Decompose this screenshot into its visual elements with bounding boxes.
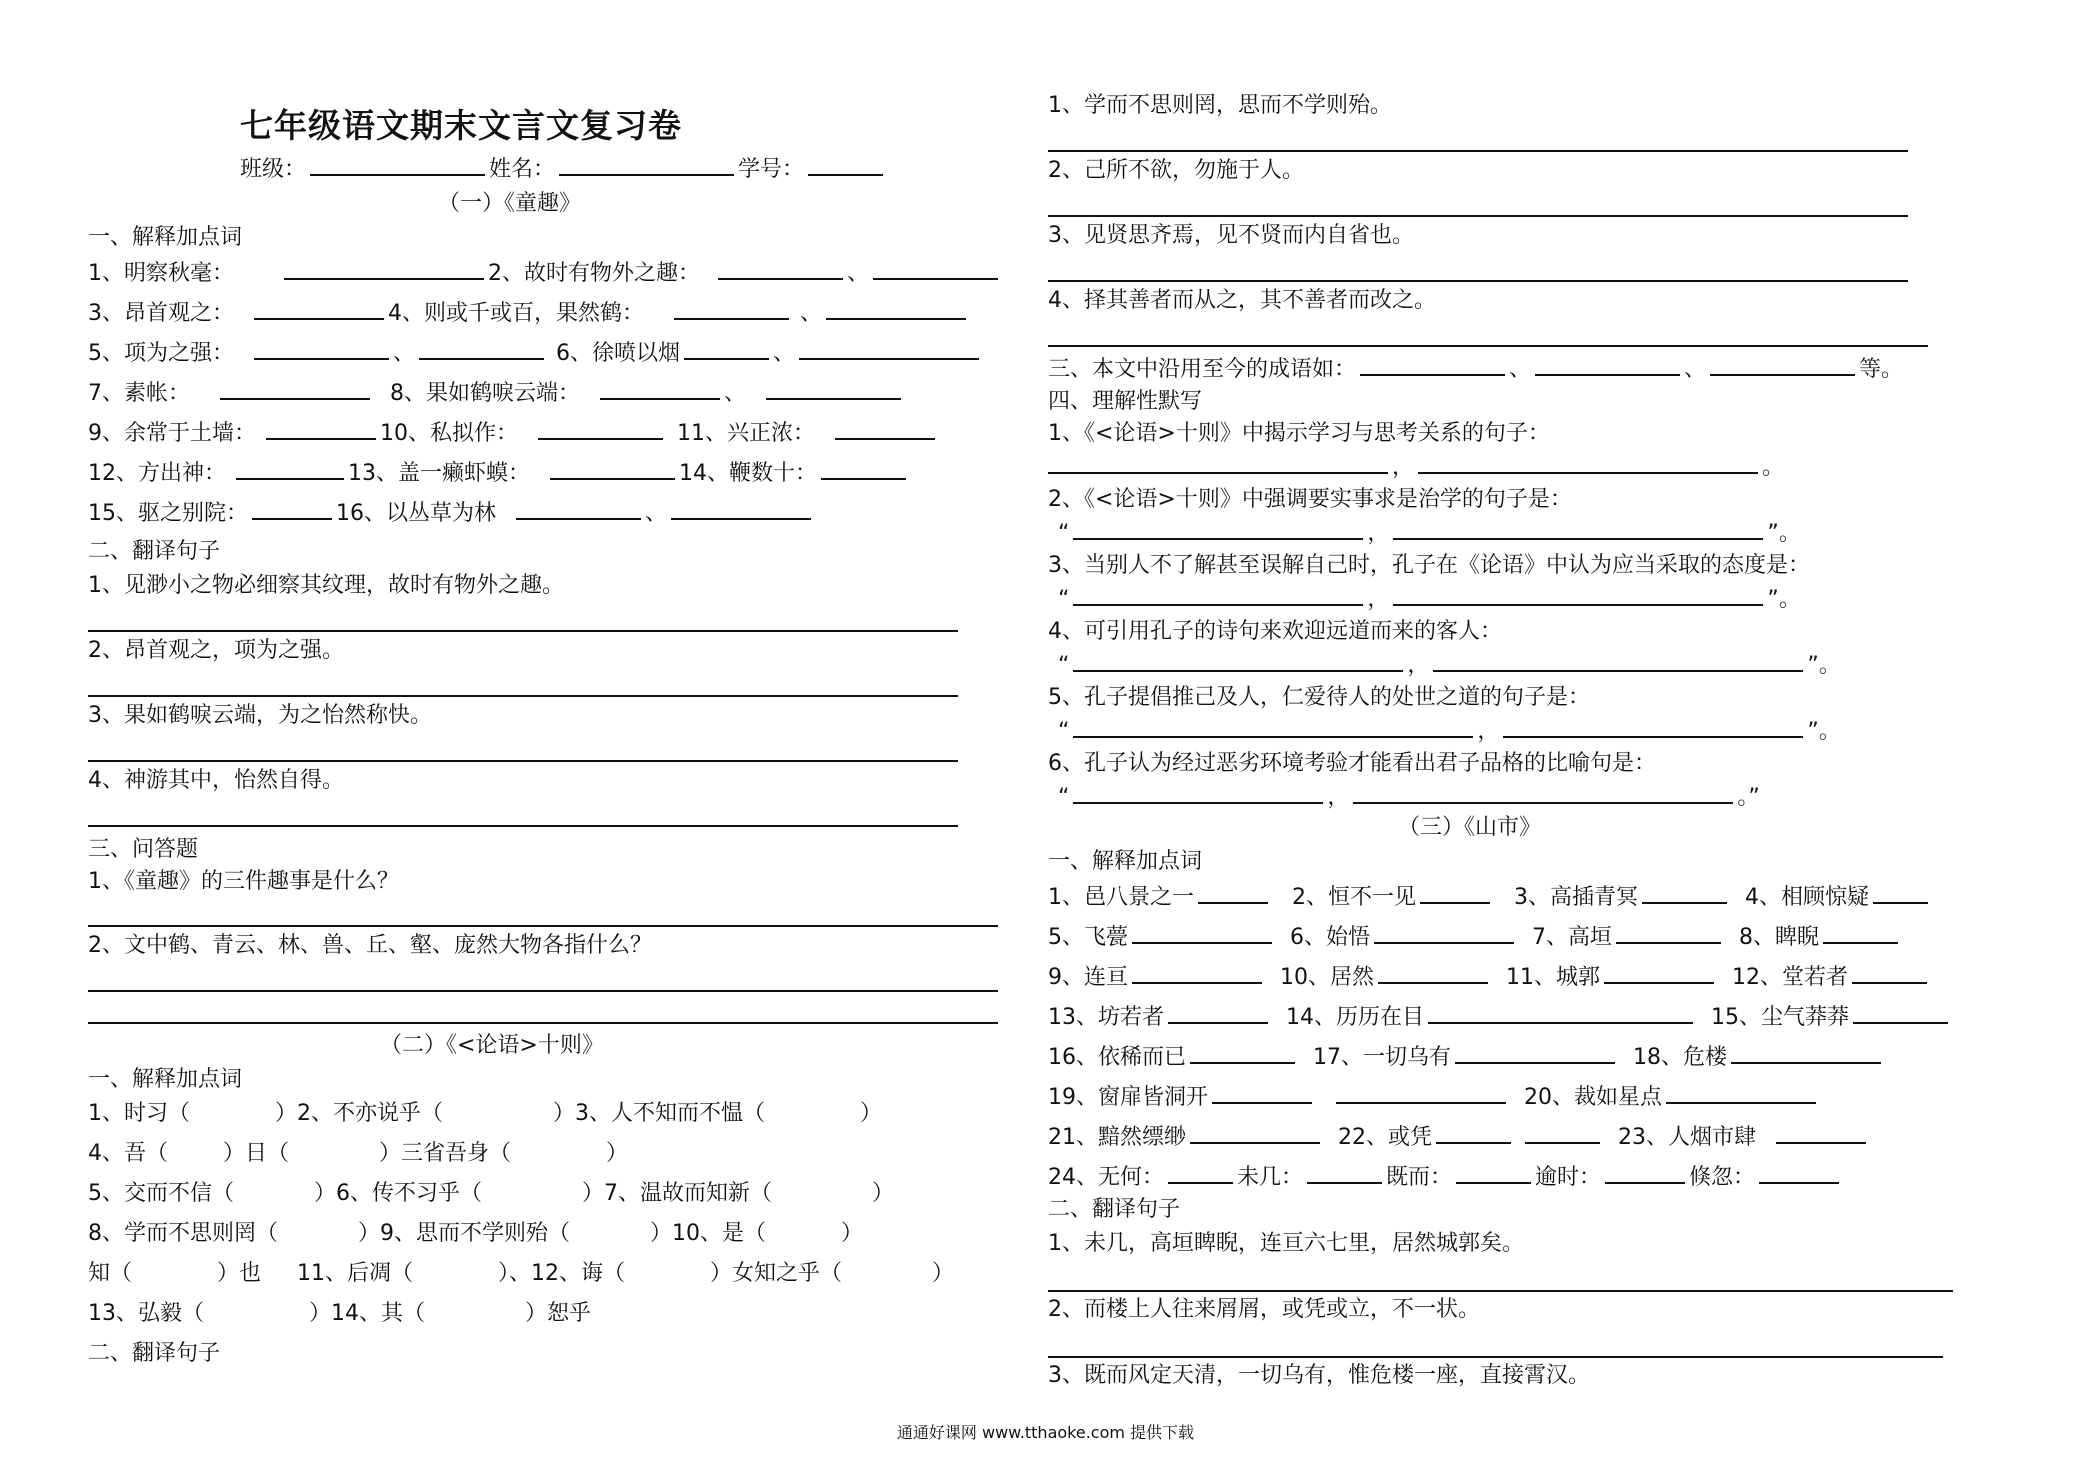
s3-part2-heading: 二、翻译句子 xyxy=(1048,1197,1181,1222)
recite-answer-row xyxy=(1048,648,1841,680)
answer-line[interactable] xyxy=(88,825,958,827)
vocab-item: 14、历历在目 xyxy=(1286,1005,1424,1030)
answer-blank[interactable] xyxy=(550,456,675,480)
answer-blank[interactable] xyxy=(684,336,769,360)
class-blank[interactable] xyxy=(310,152,485,176)
answer-blank[interactable] xyxy=(1873,880,1928,904)
punct: “ xyxy=(1058,587,1070,612)
vocab-item: ）9、思而不学则殆（ xyxy=(358,1221,570,1246)
answer-blank[interactable] xyxy=(254,336,389,360)
answer-blank[interactable] xyxy=(1642,880,1727,904)
translate-item: 3、见贤思齐焉，见不贤而内自省也。 xyxy=(1048,223,1414,248)
vocab-item: 23、人烟市肆 xyxy=(1618,1125,1756,1150)
vocab-item: ）三省吾身（ xyxy=(379,1141,512,1166)
answer-line[interactable] xyxy=(88,630,958,632)
vocab-item: 1、时习（ xyxy=(88,1101,190,1126)
answer-line[interactable] xyxy=(88,760,958,762)
s2-part4-heading: 四、理解性默写 xyxy=(1048,389,1203,414)
vocab-item: ）7、温故而知新（ xyxy=(582,1181,772,1206)
answer-line[interactable] xyxy=(1048,280,1908,282)
recite-question: 5、孔子提倡推己及人，仁爱待人的处世之道的句子是： xyxy=(1048,685,1590,710)
vocab-item: 12、方出神： xyxy=(88,461,226,486)
vocab-row xyxy=(88,1218,863,1250)
answer-blank[interactable] xyxy=(1073,714,1473,738)
vocab-item: 知（ xyxy=(88,1261,133,1286)
punct: ”。 xyxy=(1807,653,1841,678)
punct: 。 xyxy=(1762,455,1785,480)
answer-blank[interactable] xyxy=(1852,960,1927,984)
answer-blank[interactable] xyxy=(766,376,901,400)
vocab-item: 7、素帐： xyxy=(88,381,190,406)
vocab-item: 10、私拟作： xyxy=(380,421,518,446)
vocab-item: 既而： xyxy=(1386,1165,1453,1190)
answer-blank[interactable] xyxy=(671,496,811,520)
punct: ， xyxy=(1392,455,1415,480)
answer-blank[interactable] xyxy=(1616,920,1721,944)
answer-blank[interactable] xyxy=(1132,960,1262,984)
separator: 、 xyxy=(1684,357,1707,382)
vocab-item: 4、吾（ xyxy=(88,1141,168,1166)
punct: “ xyxy=(1058,785,1070,810)
recite-answer-row xyxy=(1048,450,1784,482)
vocab-item: 15、尘气莽莽 xyxy=(1711,1005,1849,1030)
vocab-row xyxy=(88,456,910,488)
section-title-lunyu: （二）《<论语>十则》 xyxy=(380,1033,604,1058)
vocab-item: ） xyxy=(606,1141,629,1166)
answer-line[interactable] xyxy=(1048,1356,1943,1358)
recite-answer-row xyxy=(1048,582,1801,614)
vocab-row xyxy=(1048,1040,1885,1072)
answer-blank[interactable] xyxy=(674,296,789,320)
separator: 、 xyxy=(1509,357,1532,382)
answer-blank[interactable] xyxy=(1336,1080,1506,1104)
name-label: 姓名： xyxy=(489,157,556,182)
answer-blank[interactable] xyxy=(1455,1040,1615,1064)
translate-item: 3、既而风定天清，一切乌有，惟危楼一座，直接霄汉。 xyxy=(1048,1363,1590,1388)
recite-question: 6、孔子认为经过恶劣环境考验才能看出君子品格的比喻句是： xyxy=(1048,751,1656,776)
recite-answer-row xyxy=(1048,714,1841,746)
answer-line[interactable] xyxy=(88,695,958,697)
answer-blank[interactable] xyxy=(1503,714,1803,738)
punct: ， xyxy=(1327,785,1350,810)
answer-line[interactable] xyxy=(1048,150,1908,152)
vocab-item: ） xyxy=(872,1181,895,1206)
answer-blank[interactable] xyxy=(1823,920,1898,944)
answer-blank[interactable] xyxy=(1433,648,1803,672)
answer-blank[interactable] xyxy=(252,496,332,520)
translate-item: 3、果如鹤唳云端，为之怡然称快。 xyxy=(88,703,432,728)
vocab-item: 11、后凋（ xyxy=(297,1261,414,1286)
answer-blank[interactable] xyxy=(1759,1160,1839,1184)
translate-item: 2、而楼上人往来屑屑，或凭或立，不一状。 xyxy=(1048,1297,1480,1322)
vocab-row xyxy=(88,1298,591,1330)
answer-blank[interactable] xyxy=(1073,516,1363,540)
s1-part3-heading: 三、问答题 xyxy=(88,837,199,862)
answer-blank[interactable] xyxy=(1168,1000,1268,1024)
vocab-item: 13、坊若者 xyxy=(1048,1005,1164,1030)
question-item: 2、文中鹤、青云、林、兽、丘、壑、庞然大物各指什么？ xyxy=(88,933,652,958)
translate-item: 2、己所不欲，勿施于人。 xyxy=(1048,158,1304,183)
answer-blank[interactable] xyxy=(1048,450,1388,474)
vocab-item: 3、高插青冥 xyxy=(1514,885,1638,910)
vocab-item: 3、昂首观之： xyxy=(88,301,234,326)
answer-blank[interactable] xyxy=(835,416,935,440)
idiom-row xyxy=(1048,352,1903,384)
answer-blank[interactable] xyxy=(799,336,979,360)
recite-question: 3、当别人不了解甚至误解自己时，孔子在《论语》中认为应当采取的态度是： xyxy=(1048,553,1810,578)
translate-item: 4、神游其中，怡然自得。 xyxy=(88,768,344,793)
answer-blank[interactable] xyxy=(1307,1160,1382,1184)
answer-blank[interactable] xyxy=(1393,516,1763,540)
vocab-item: ）女知之乎（ xyxy=(710,1261,843,1286)
vocab-row: 7、素帐： 8、果如鹤唳云端： 、 xyxy=(88,376,905,408)
vocab-item: 21、黯然缥缈 xyxy=(1048,1125,1186,1150)
answer-blank[interactable] xyxy=(1535,352,1680,376)
vocab-item: 8、果如鹤唳云端： xyxy=(390,381,580,406)
vocab-row xyxy=(88,1138,628,1170)
answer-blank[interactable] xyxy=(1212,1080,1312,1104)
vocab-item: 13、弘毅（ xyxy=(88,1301,204,1326)
answer-blank[interactable] xyxy=(1198,880,1268,904)
name-blank[interactable] xyxy=(559,152,734,176)
answer-blank[interactable] xyxy=(1666,1080,1816,1104)
vocab-item: 19、窗扉皆洞开 xyxy=(1048,1085,1208,1110)
answer-line[interactable] xyxy=(1048,215,1908,217)
vocab-item: 5、项为之强： xyxy=(88,341,234,366)
vocab-item: ）、12、诲（ xyxy=(498,1261,626,1286)
answer-blank[interactable] xyxy=(284,256,484,280)
vocab-item: 10、居然 xyxy=(1280,965,1374,990)
question-item: 1、《童趣》的三件趣事是什么？ xyxy=(88,869,399,894)
vocab-item: 6、始悟 xyxy=(1290,925,1370,950)
answer-line[interactable] xyxy=(1048,345,1928,347)
vocab-item: 17、一切乌有 xyxy=(1313,1045,1451,1070)
answer-blank[interactable] xyxy=(1605,1160,1685,1184)
answer-line[interactable] xyxy=(88,925,998,927)
answer-blank[interactable] xyxy=(1132,920,1272,944)
separator: 等。 xyxy=(1859,357,1904,382)
vocab-row xyxy=(1048,880,1932,912)
vocab-item: 9、连亘 xyxy=(1048,965,1128,990)
vocab-item: 1、邑八景之一 xyxy=(1048,885,1194,910)
vocab-item: 4、则或千或百，果然鹤： xyxy=(388,301,644,326)
vocab-item: 倏忽： xyxy=(1689,1165,1756,1190)
answer-blank[interactable] xyxy=(1073,648,1403,672)
vocab-item: ） xyxy=(932,1261,955,1286)
answer-blank[interactable] xyxy=(1853,1000,1948,1024)
vocab-item: ）14、其（ xyxy=(309,1301,425,1326)
student-id-label: 学号： xyxy=(738,157,805,182)
vocab-row xyxy=(88,416,939,448)
vocab-item: 未几： xyxy=(1237,1165,1304,1190)
answer-blank[interactable] xyxy=(1604,960,1714,984)
s1-part2-heading: 二、翻译句子 xyxy=(88,539,221,564)
punct: ， xyxy=(1367,587,1390,612)
recite-question: 4、可引用孔子的诗句来欢迎远道而来的客人： xyxy=(1048,619,1502,644)
punct: “ xyxy=(1058,653,1070,678)
recite-question: 2、《<论语>十则》中强调要实事求是治学的句子是： xyxy=(1048,487,1572,512)
answer-blank[interactable] xyxy=(718,256,843,280)
translate-item: 4、择其善者而从之，其不善者而改之。 xyxy=(1048,288,1436,313)
vocab-item: ）恕乎 xyxy=(525,1301,592,1326)
vocab-item: 15、驱之别院： xyxy=(88,501,248,526)
vocab-row xyxy=(1048,1160,1843,1192)
punct: ”。 xyxy=(1767,587,1801,612)
answer-blank[interactable] xyxy=(1420,880,1490,904)
vocab-item: 1、明察秋毫： xyxy=(88,261,234,286)
answer-blank[interactable] xyxy=(236,456,344,480)
answer-blank[interactable] xyxy=(254,296,384,320)
answer-blank[interactable] xyxy=(826,296,966,320)
idiom-label: 三、本文中沿用至今的成语如： xyxy=(1048,357,1357,382)
answer-blank[interactable] xyxy=(1073,582,1363,606)
punct: ”。 xyxy=(1807,719,1841,744)
answer-blank[interactable] xyxy=(1378,960,1488,984)
vocab-item: ）10、是（ xyxy=(650,1221,766,1246)
vocab-item: 14、鞭数十： xyxy=(679,461,817,486)
translate-item: 2、昂首观之，项为之强。 xyxy=(88,638,344,663)
vocab-row: 5、项为之强： 、 6、徐喷以烟 、 xyxy=(88,336,983,368)
punct: ， xyxy=(1407,653,1430,678)
vocab-item: ） xyxy=(860,1101,883,1126)
vocab-item: 11、城郭 xyxy=(1506,965,1600,990)
vocab-row xyxy=(1048,1080,1820,1112)
vocab-item: 8、睥睨 xyxy=(1739,925,1819,950)
vocab-item: 逾时： xyxy=(1535,1165,1602,1190)
vocab-row xyxy=(1048,920,1902,952)
recite-question: 1、《<论语>十则》中揭示学习与思考关系的句子： xyxy=(1048,421,1550,446)
answer-line[interactable] xyxy=(88,990,998,992)
vocab-row xyxy=(88,1258,954,1290)
s2-part2-heading: 二、翻译句子 xyxy=(88,1341,221,1366)
punct: ， xyxy=(1367,521,1390,546)
vocab-item: ）2、不亦说乎（ xyxy=(275,1101,443,1126)
student-info-row xyxy=(240,152,887,184)
s3-part1-heading: 一、解释加点词 xyxy=(1048,849,1203,874)
vocab-item: 8、学而不思则罔（ xyxy=(88,1221,278,1246)
recite-answer-row xyxy=(1048,780,1760,812)
punct: “ xyxy=(1058,521,1070,546)
translate-item: 1、学而不思则罔，思而不学则殆。 xyxy=(1048,93,1392,118)
translate-item: 1、见渺小之物必细察其纹理，故时有物外之趣。 xyxy=(88,573,564,598)
answer-blank[interactable] xyxy=(419,336,544,360)
vocab-row: 15、驱之别院： 16、以丛草为林 、 xyxy=(88,496,815,528)
section-title-tongqu: （一）《童趣》 xyxy=(438,191,582,216)
answer-blank[interactable] xyxy=(1436,1120,1511,1144)
vocab-item: 7、高垣 xyxy=(1532,925,1612,950)
vocab-item: 5、飞甍 xyxy=(1048,925,1128,950)
vocab-row xyxy=(88,1098,882,1130)
answer-blank[interactable] xyxy=(1073,780,1323,804)
vocab-item: 4、相顾惊疑 xyxy=(1745,885,1869,910)
answer-blank[interactable] xyxy=(1190,1040,1295,1064)
punct: ”。 xyxy=(1767,521,1801,546)
answer-blank[interactable] xyxy=(1374,920,1514,944)
answer-blank[interactable] xyxy=(1710,352,1855,376)
vocab-item: ）日（ xyxy=(223,1141,290,1166)
s1-part1-heading: 一、解释加点词 xyxy=(88,225,243,250)
student-id-blank[interactable] xyxy=(808,152,883,176)
answer-blank[interactable] xyxy=(1393,582,1763,606)
vocab-item: 2、恒不一见 xyxy=(1292,885,1416,910)
class-label: 班级： xyxy=(240,157,307,182)
vocab-item: 12、堂若者 xyxy=(1732,965,1848,990)
answer-blank[interactable] xyxy=(1168,1160,1233,1184)
vocab-item: 22、或凭 xyxy=(1338,1125,1432,1150)
vocab-row xyxy=(88,1178,894,1210)
recite-answer-row xyxy=(1048,516,1801,548)
answer-blank[interactable] xyxy=(1525,1120,1600,1144)
answer-blank[interactable] xyxy=(1731,1040,1881,1064)
punct: 。” xyxy=(1737,785,1760,810)
vocab-item: 13、盖一癞虾蟆： xyxy=(348,461,530,486)
answer-line[interactable] xyxy=(88,1022,998,1024)
answer-blank[interactable] xyxy=(873,256,998,280)
punct: “ xyxy=(1058,719,1070,744)
vocab-row: 3、昂首观之： 4、则或千或百，果然鹤： 、 xyxy=(88,296,970,328)
vocab-row xyxy=(1048,1000,1952,1032)
vocab-item: ）3、人不知而不愠（ xyxy=(553,1101,765,1126)
punct: ， xyxy=(1477,719,1500,744)
answer-blank[interactable] xyxy=(1353,780,1733,804)
vocab-item: 16、以丛草为林 xyxy=(336,501,496,526)
answer-blank[interactable] xyxy=(1776,1120,1866,1144)
vocab-item: ）6、传不习乎（ xyxy=(314,1181,482,1206)
vocab-item: 16、依稀而已 xyxy=(1048,1045,1186,1070)
vocab-item: 9、余常于土墙： xyxy=(88,421,256,446)
vocab-item: 18、危楼 xyxy=(1633,1045,1727,1070)
vocab-row xyxy=(1048,960,1931,992)
answer-blank[interactable] xyxy=(1428,1000,1693,1024)
answer-blank[interactable] xyxy=(1190,1120,1320,1144)
s2-part1-heading: 一、解释加点词 xyxy=(88,1067,243,1092)
answer-blank[interactable] xyxy=(1418,450,1758,474)
answer-blank[interactable] xyxy=(538,416,663,440)
answer-blank[interactable] xyxy=(1360,352,1505,376)
answer-blank[interactable] xyxy=(266,416,376,440)
vocab-item: 6、徐喷以烟 xyxy=(556,341,681,366)
vocab-item: ）也 xyxy=(217,1261,262,1286)
vocab-item: 2、故时有物外之趣： xyxy=(488,261,700,286)
vocab-row xyxy=(1048,1120,1870,1152)
answer-line[interactable] xyxy=(1048,1290,1953,1292)
vocab-item: 20、裁如星点 xyxy=(1524,1085,1662,1110)
answer-blank[interactable] xyxy=(516,496,641,520)
vocab-item: 5、交而不信（ xyxy=(88,1181,234,1206)
vocab-item: ） xyxy=(841,1221,864,1246)
answer-blank[interactable] xyxy=(821,456,906,480)
vocab-item: 11、兴正浓： xyxy=(677,421,815,446)
footer-credit: 通通好课网 www.tthaoke.com 提供下载 xyxy=(896,1423,1195,1442)
answer-blank[interactable] xyxy=(220,376,370,400)
vocab-item: 24、无何： xyxy=(1048,1165,1164,1190)
section-title-shanshi: （三）《山市》 xyxy=(1398,815,1542,840)
answer-blank[interactable] xyxy=(1456,1160,1531,1184)
answer-blank[interactable] xyxy=(600,376,720,400)
vocab-row: 1、明察秋毫： 2、故时有物外之趣： 、 xyxy=(88,256,1002,288)
translate-item: 1、未几，高垣睥睨，连亘六七里，居然城郭矣。 xyxy=(1048,1231,1524,1256)
page-title: 七年级语文期末文言文复习卷 xyxy=(240,106,682,145)
